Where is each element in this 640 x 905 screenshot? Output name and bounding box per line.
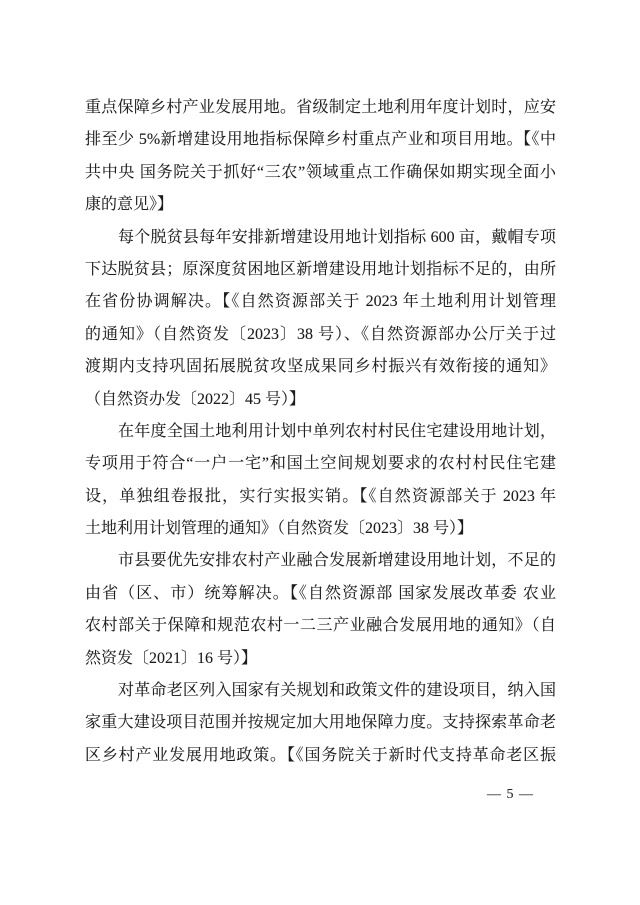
text-line: 由省（区、市）统筹解决。【《自然资源部 国家发展改革委 农业 (85, 584, 556, 602)
paragraph (85, 545, 556, 675)
text-line: 下达脱贫县；原深度贫困地区新增建设用地计划指标不足的，由所 (85, 260, 556, 278)
text-line: 康的意见》】 (85, 196, 174, 214)
text-line: 在年度全国土地利用计划中单列农村村民住宅建设用地计划， (118, 422, 556, 440)
document-body (85, 92, 556, 772)
text-line: 对革命老区列入国家有关规划和政策文件的建设项目，纳入国 (118, 682, 556, 700)
text-line: 专项用于符合“一户一宅”和国土空间规划要求的农村村民住宅建 (85, 455, 556, 473)
paragraph (85, 675, 556, 772)
paragraph (85, 416, 556, 546)
text-line: 渡期内支持巩固拓展脱贫攻坚成果同乡村振兴有效衔接的通知》 (85, 358, 556, 376)
text-line: 然资发〔2021〕16 号）】 (85, 649, 258, 667)
paragraph (85, 222, 556, 416)
page-number: — 5 — (487, 787, 534, 802)
text-line: 共中央 国务院关于抓好“三农”领域重点工作确保如期实现全面小 (85, 163, 556, 181)
text-line: 重点保障乡村产业发展用地。省级制定土地利用年度计划时，应安 (85, 99, 556, 116)
paragraph (85, 92, 556, 222)
text-line: 设，单独组卷报批，实行实报实销。【《自然资源部关于 2023 年 (85, 487, 556, 505)
text-line: 区乡村产业发展用地政策。【《国务院关于新时代支持革命老区振 (85, 746, 556, 764)
text-line: 市县要优先安排农村产业融合发展新增建设用地计划，不足的 (118, 552, 556, 570)
text-line: 在省份协调解决。【《自然资源部关于 2023 年土地利用计划管理 (85, 293, 556, 311)
text-line: 的通知》（自然资发〔2023〕38 号）、《自然资源部办公厅关于过 (85, 325, 556, 343)
text-line: （自然资办发〔2022〕45 号）】 (85, 390, 306, 408)
text-line: 每个脱贫县每年安排新增建设用地计划指标 600 亩，戴帽专项 (118, 228, 556, 246)
text-line: 土地利用计划管理的通知》（自然资发〔2023〕38 号）】 (85, 520, 474, 538)
text-line: 排至少 5%新增建设用地指标保障乡村重点产业和项目用地。【《中 (85, 131, 556, 149)
text-line: 农村部关于保障和规范农村一二三产业融合发展用地的通知》（自 (85, 617, 556, 635)
text-line: 家重大建设项目范围并按规定加大用地保障力度。支持探索革命老 (85, 714, 556, 732)
